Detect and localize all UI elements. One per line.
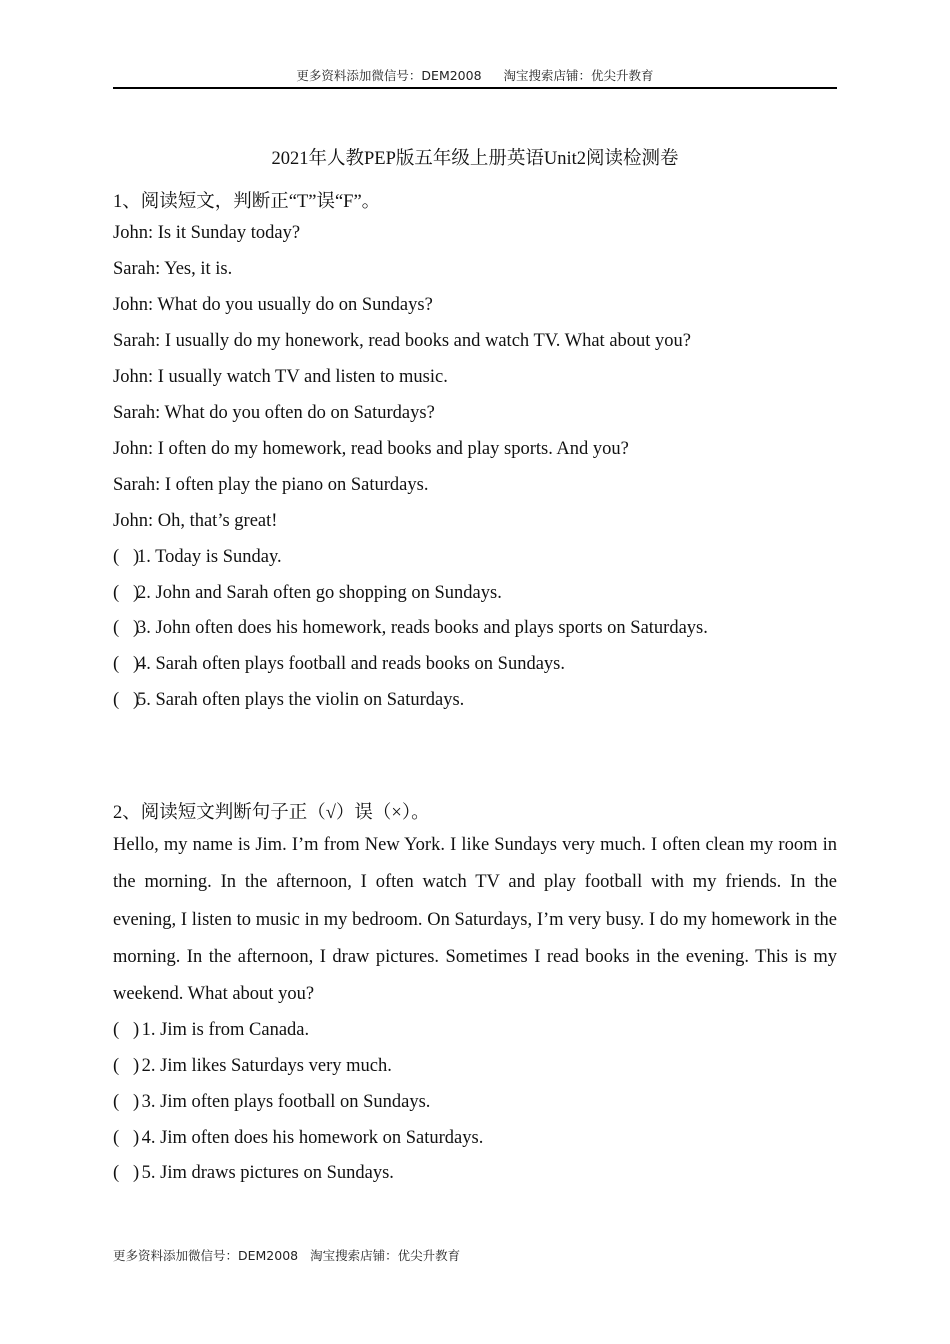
dialogue-line: John: What do you usually do on Sundays?	[113, 295, 433, 315]
question-item: ( ) 3. Jim often plays football on Sundays.	[113, 1092, 431, 1112]
answer-bracket[interactable]: ( )	[113, 547, 140, 567]
footer-wechat: 更多资料添加微信号：DEM2008	[113, 1248, 299, 1263]
page-header	[113, 66, 837, 84]
answer-bracket[interactable]: ( )	[113, 1128, 140, 1148]
answer-bracket[interactable]: ( )	[113, 1056, 140, 1076]
header-rule	[113, 87, 837, 89]
question-item: ( )4. Sarah often plays football and reads books on Sundays.	[113, 654, 565, 674]
answer-bracket[interactable]: ( )	[113, 654, 140, 674]
question-item: ( ) 4. Jim often does his homework on Saturdays.	[113, 1128, 484, 1148]
answer-bracket[interactable]: ( )	[113, 583, 140, 603]
dialogue-line: John: I usually watch TV and listen to music.	[113, 367, 448, 387]
header-shop: 淘宝搜索店铺：优尖升教育	[503, 68, 654, 83]
footer-shop: 淘宝搜索店铺：优尖升教育	[310, 1248, 461, 1263]
header-wechat: 更多资料添加微信号：DEM2008	[296, 68, 482, 83]
dialogue-line: Sarah: I usually do my honework, read books and watch TV. What about you?	[113, 331, 692, 351]
dialogue-line: John: Oh, that’s great!	[113, 511, 278, 531]
question-item: ( ) 2. Jim likes Saturdays very much.	[113, 1056, 392, 1076]
question-item: ( ) 5. Jim draws pictures on Sundays.	[113, 1163, 394, 1183]
dialogue-line: John: Is it Sunday today?	[113, 223, 301, 243]
answer-bracket[interactable]: ( )	[113, 690, 140, 710]
answer-bracket[interactable]: ( )	[113, 1092, 140, 1112]
answer-bracket[interactable]: ( )	[113, 1020, 140, 1040]
section2-instruction: 2、阅读短文判断句子正（√）误（×）。	[113, 803, 430, 823]
section1-instruction: 1、阅读短文，判断正“T”误“F”。	[113, 192, 381, 212]
reading-passage: Hello, my name is Jim. I’m from New York. I like Sundays very much. I often clean my room in the morning. In the afternoon, I often watch TV and play football with my friends. In the evening, I listen to music in my bedroom. On Saturdays, I’m very busy. I do my homework in the morning. In the afternoon, I draw pictures. Sometimes I read books in the evening. This is my weekend. What about you?	[113, 835, 837, 1005]
dialogue-line: John: I often do my homework, read books and play sports. And you?	[113, 439, 629, 459]
dialogue-line: Sarah: Yes, it is.	[113, 259, 233, 279]
question-item: ( )1. Today is Sunday.	[113, 547, 282, 567]
question-item: ( )3. John often does his homework, reads books and plays sports on Saturdays.	[113, 618, 708, 638]
answer-bracket[interactable]: ( )	[113, 1163, 140, 1183]
answer-bracket[interactable]: ( )	[113, 618, 140, 638]
dialogue-line: Sarah: I often play the piano on Saturdays.	[113, 475, 429, 495]
dialogue-line: Sarah: What do you often do on Saturdays?	[113, 403, 435, 423]
question-item: ( ) 1. Jim is from Canada.	[113, 1020, 310, 1040]
question-item: ( )2. John and Sarah often go shopping on Sundays.	[113, 583, 502, 603]
page-footer	[113, 1246, 460, 1264]
page-title: 2021年人教PEP版五年级上册英语Unit2阅读检测卷	[271, 149, 679, 169]
question-item: ( )5. Sarah often plays the violin on Saturdays.	[113, 690, 465, 710]
